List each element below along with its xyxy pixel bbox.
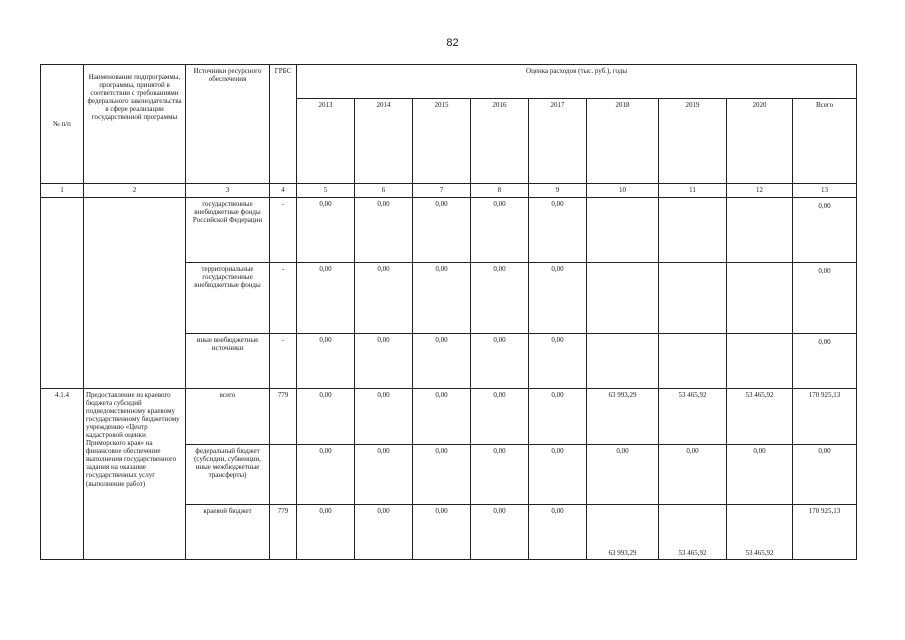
col-number: 13 — [793, 184, 857, 198]
value-2017: 0,00 — [529, 334, 587, 389]
source-cell: краевой бюджет — [186, 505, 270, 560]
year-2016: 2016 — [471, 99, 529, 184]
col-number: 11 — [659, 184, 727, 198]
grbs-cell: - — [270, 198, 297, 263]
value-total: 170 925,13 — [793, 505, 857, 560]
value-2017: 0,00 — [529, 445, 587, 505]
value-2020 — [727, 334, 793, 389]
budget-table — [40, 64, 857, 560]
value-2015: 0,00 — [413, 505, 471, 560]
value-2014: 0,00 — [355, 263, 413, 334]
header-row-1 — [41, 65, 857, 99]
value-total: 170 925,13 — [793, 389, 857, 445]
col-number: 5 — [297, 184, 355, 198]
value-2019: 0,00 — [659, 445, 727, 505]
value-2015: 0,00 — [413, 334, 471, 389]
col-number: 3 — [186, 184, 270, 198]
value-2013: 0,00 — [297, 505, 355, 560]
value-2019 — [659, 263, 727, 334]
col-number: 9 — [529, 184, 587, 198]
source-cell: иные внебюджетные источники — [186, 334, 270, 389]
page-number: 82 — [446, 37, 459, 49]
table-row — [41, 389, 857, 445]
header-sources: Источники ресурсного обеспечения — [186, 65, 270, 184]
value-2014: 0,00 — [355, 389, 413, 445]
col-number: 6 — [355, 184, 413, 198]
value-2013: 0,00 — [297, 445, 355, 505]
value-2014: 0,00 — [355, 445, 413, 505]
table-row — [41, 198, 857, 263]
value-2018: 0,00 — [587, 445, 659, 505]
value-2017: 0,00 — [529, 389, 587, 445]
value-2015: 0,00 — [413, 198, 471, 263]
value-2017: 0,00 — [529, 198, 587, 263]
source-cell: всего — [186, 389, 270, 445]
value-2013: 0,00 — [297, 263, 355, 334]
value-2013: 0,00 — [297, 334, 355, 389]
value-2019 — [659, 334, 727, 389]
value-2020 — [727, 198, 793, 263]
col-number: 10 — [587, 184, 659, 198]
value-2016: 0,00 — [471, 334, 529, 389]
value-2020: 53 465,92 — [727, 505, 793, 560]
source-cell: государственные внебюджетные фонды Российской Федерации — [186, 198, 270, 263]
value-2020: 0,00 — [727, 445, 793, 505]
value-2016: 0,00 — [471, 445, 529, 505]
value-2014: 0,00 — [355, 198, 413, 263]
year-2015: 2015 — [413, 99, 471, 184]
value-2019: 53 465,92 — [659, 505, 727, 560]
header-estimate: Оценка расходов (тыс. руб.), годы — [297, 65, 857, 99]
value-2019: 53 465,92 — [659, 389, 727, 445]
value-2016: 0,00 — [471, 505, 529, 560]
value-2018: 63 993,29 — [587, 389, 659, 445]
value-2014: 0,00 — [355, 505, 413, 560]
value-total: 0,00 — [793, 334, 857, 389]
col-number: 2 — [84, 184, 186, 198]
col-number: 12 — [727, 184, 793, 198]
value-2014: 0,00 — [355, 334, 413, 389]
value-total: 0,00 — [793, 198, 857, 263]
value-2016: 0,00 — [471, 198, 529, 263]
value-2018 — [587, 263, 659, 334]
row-name: Предоставление из краевого бюджета субсидий подведомственному краевому государственному бюджетному учреждению «Центр кадастровой оценки Приморского края» на финансовое обеспечение выполнения государственного задания на оказание государственных услуг (выполнение работ) — [84, 389, 186, 560]
row-num-empty — [41, 198, 84, 389]
header-name: Наименование подпрограммы, программы, принятой в соответствии с требованиями федерального законодательства в сфере реализации государственной программы — [84, 65, 186, 184]
value-2018 — [587, 334, 659, 389]
year-total: Всего — [793, 99, 857, 184]
value-2015: 0,00 — [413, 389, 471, 445]
value-2017: 0,00 — [529, 505, 587, 560]
year-2017: 2017 — [529, 99, 587, 184]
value-2016: 0,00 — [471, 263, 529, 334]
header-num: № п/п — [41, 65, 84, 184]
value-2013: 0,00 — [297, 389, 355, 445]
value-2015: 0,00 — [413, 263, 471, 334]
row-num: 4.1.4 — [41, 389, 84, 560]
value-2015: 0,00 — [413, 445, 471, 505]
value-2018: 63 993,29 — [587, 505, 659, 560]
grbs-cell: 779 — [270, 505, 297, 560]
year-2019: 2019 — [659, 99, 727, 184]
value-2013: 0,00 — [297, 198, 355, 263]
value-total: 0,00 — [793, 445, 857, 505]
grbs-cell: 779 — [270, 389, 297, 445]
year-2020: 2020 — [727, 99, 793, 184]
year-2013: 2013 — [297, 99, 355, 184]
value-2020: 53 465,92 — [727, 389, 793, 445]
value-2020 — [727, 263, 793, 334]
col-number: 4 — [270, 184, 297, 198]
value-2019 — [659, 198, 727, 263]
grbs-cell — [270, 445, 297, 505]
col-number: 7 — [413, 184, 471, 198]
value-2017: 0,00 — [529, 263, 587, 334]
col-number: 8 — [471, 184, 529, 198]
value-2016: 0,00 — [471, 389, 529, 445]
source-cell: территориальные государственные внебюджетные фонды — [186, 263, 270, 334]
header-grbs: ГРБС — [270, 65, 297, 184]
year-2018: 2018 — [587, 99, 659, 184]
year-2014: 2014 — [355, 99, 413, 184]
grbs-cell: - — [270, 263, 297, 334]
value-total: 0,00 — [793, 263, 857, 334]
col-number: 1 — [41, 184, 84, 198]
row-name-empty — [84, 198, 186, 389]
grbs-cell: - — [270, 334, 297, 389]
column-numbers-row — [41, 184, 857, 198]
value-2018 — [587, 198, 659, 263]
source-cell: федеральный бюджет (субсидии, субвенции, иные межбюджетные трансферты) — [186, 445, 270, 505]
